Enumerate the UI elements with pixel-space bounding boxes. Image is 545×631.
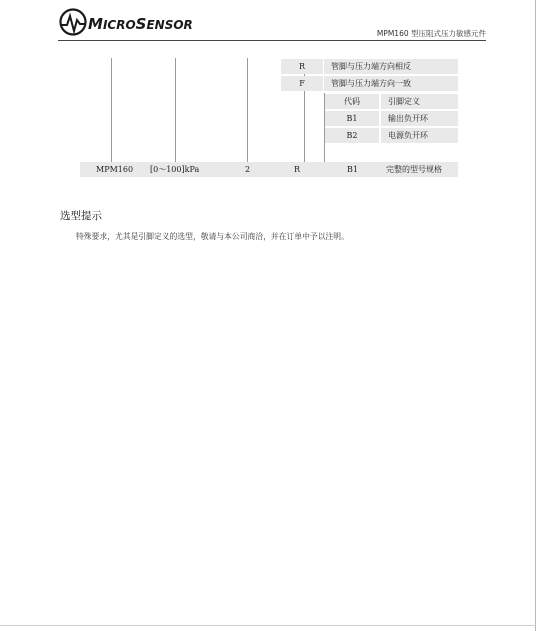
- brand-name: MICROSENSOR: [88, 15, 193, 33]
- connector-line-range: [175, 58, 176, 162]
- orientation-desc-f: 管脚与压力端方向一致: [324, 76, 458, 91]
- connector-line-field3: [247, 58, 248, 162]
- orientation-code-f: F: [281, 76, 323, 91]
- pin-desc-b1: 输出负开环: [381, 111, 458, 126]
- model-example-row: [80, 162, 458, 177]
- example-pin: B1: [347, 165, 358, 174]
- page-header: [58, 4, 486, 42]
- orientation-code-r: R: [281, 59, 323, 74]
- pin-code-b1: B1: [325, 111, 379, 126]
- orientation-desc-r: 管脚与压力端方向相反: [324, 59, 458, 74]
- example-field3: 2: [245, 165, 251, 174]
- page-edge-bottom: [0, 625, 536, 626]
- example-label: 完整的型号规格: [386, 165, 442, 174]
- pin-header-desc: 引脚定义: [381, 94, 458, 109]
- example-range: [0～100]kPa: [150, 165, 200, 174]
- example-orientation: R: [294, 165, 301, 174]
- section-text: 特殊要求，尤其是引脚定义的选型，敬请与本公司商洽，并在订单中予以注明。: [76, 232, 349, 241]
- example-model: MPM160: [96, 165, 134, 174]
- pin-desc-b2: 电源负开环: [381, 128, 458, 143]
- section-title: 选型提示: [60, 210, 102, 222]
- header-divider: [58, 40, 486, 41]
- pin-header-code: 代码: [325, 94, 379, 109]
- logo-mark-icon: [58, 7, 88, 37]
- page-edge-right: [535, 0, 536, 631]
- connector-line-model: [111, 58, 112, 162]
- document-title: MPM160 型压阻式压力敏感元件: [376, 29, 486, 38]
- pin-code-b2: B2: [325, 128, 379, 143]
